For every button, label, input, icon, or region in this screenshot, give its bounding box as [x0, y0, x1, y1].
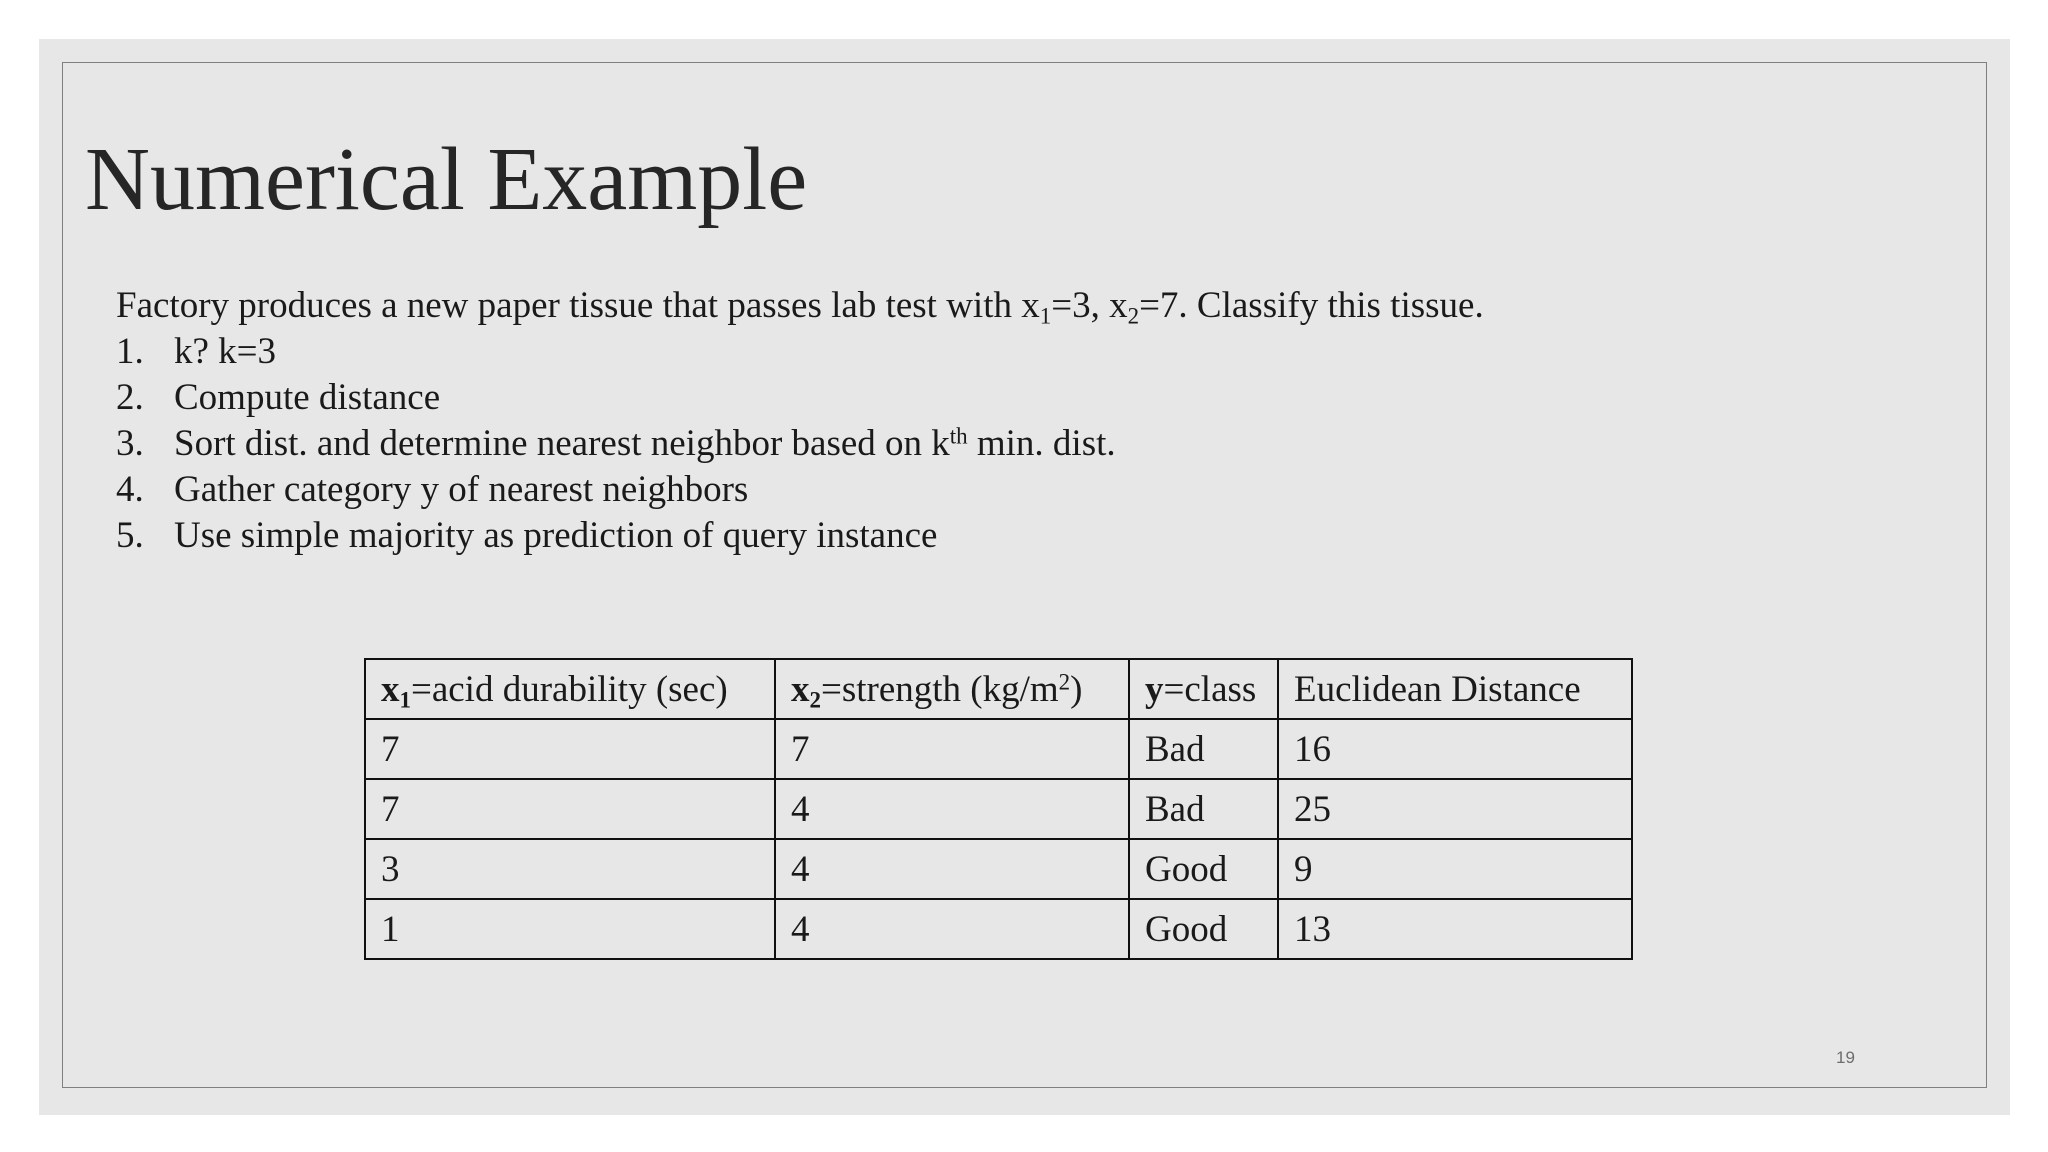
cell-distance: 9: [1278, 839, 1632, 899]
column-header-distance: Euclidean Distance: [1278, 659, 1632, 719]
problem-text-part2: =3, x: [1051, 285, 1128, 326]
step-item: [116, 375, 1484, 421]
cell-distance: 16: [1278, 719, 1632, 779]
cell-distance: 13: [1278, 899, 1632, 959]
step-number: 1.: [116, 331, 144, 372]
step-number: 3.: [116, 423, 144, 464]
cell-x2: 7: [775, 719, 1129, 779]
cell-class: Good: [1129, 899, 1278, 959]
cell-x2: 4: [775, 779, 1129, 839]
problem-text-part3: =7. Classify this tissue.: [1139, 285, 1484, 326]
step-text: k? k=3: [174, 331, 277, 372]
step-item: [116, 513, 1484, 559]
cell-x1: 1: [365, 899, 775, 959]
table-row: [365, 899, 1632, 959]
steps-list: [116, 329, 1484, 559]
step-item: [116, 329, 1484, 375]
column-header-x2: $x_2=strength$ $(kg/m^2)$: [775, 659, 1129, 719]
column-header-y: y=class: [1129, 659, 1278, 719]
table-row: [365, 839, 1632, 899]
cell-distance: 25: [1278, 779, 1632, 839]
page-number: 19: [1836, 1048, 1855, 1067]
problem-text-part1: Factory produces a new paper tissue that passes lab test with x: [116, 285, 1040, 326]
step-item: [116, 421, 1484, 467]
cell-x2: 4: [775, 839, 1129, 899]
step-text: Use simple majority as prediction of query instance: [174, 515, 938, 556]
column-header-x1: $x_1=acid$ durability (sec): [365, 659, 775, 719]
step-text: Sort dist. and determine nearest neighbor based on k: [174, 423, 950, 464]
cell-class: Bad: [1129, 779, 1278, 839]
cell-x2: 4: [775, 899, 1129, 959]
knn-data-table: [364, 658, 1633, 960]
step-number: 5.: [116, 515, 144, 556]
cell-class: Good: [1129, 839, 1278, 899]
slide-title: Numerical Example: [85, 130, 808, 229]
step-item: [116, 467, 1484, 513]
slide-body: [116, 283, 1484, 559]
step-text-end: min. dist.: [967, 423, 1116, 464]
slide: [39, 39, 2010, 1115]
step-number: 4.: [116, 469, 144, 510]
step-text: Gather category y of nearest neighbors: [174, 469, 749, 510]
table-row: [365, 719, 1632, 779]
step-number: 2.: [116, 377, 144, 418]
cell-x1: 3: [365, 839, 775, 899]
cell-x1: 7: [365, 719, 775, 779]
step-superscript: th: [949, 423, 968, 449]
table-header-row: [365, 659, 1632, 719]
problem-subscript-2: 2: [1127, 303, 1140, 329]
table-row: [365, 779, 1632, 839]
cell-class: Bad: [1129, 719, 1278, 779]
problem-subscript-1: 1: [1039, 303, 1052, 329]
problem-statement: [116, 283, 1484, 329]
step-text: Compute distance: [174, 377, 441, 418]
cell-x1: 7: [365, 779, 775, 839]
